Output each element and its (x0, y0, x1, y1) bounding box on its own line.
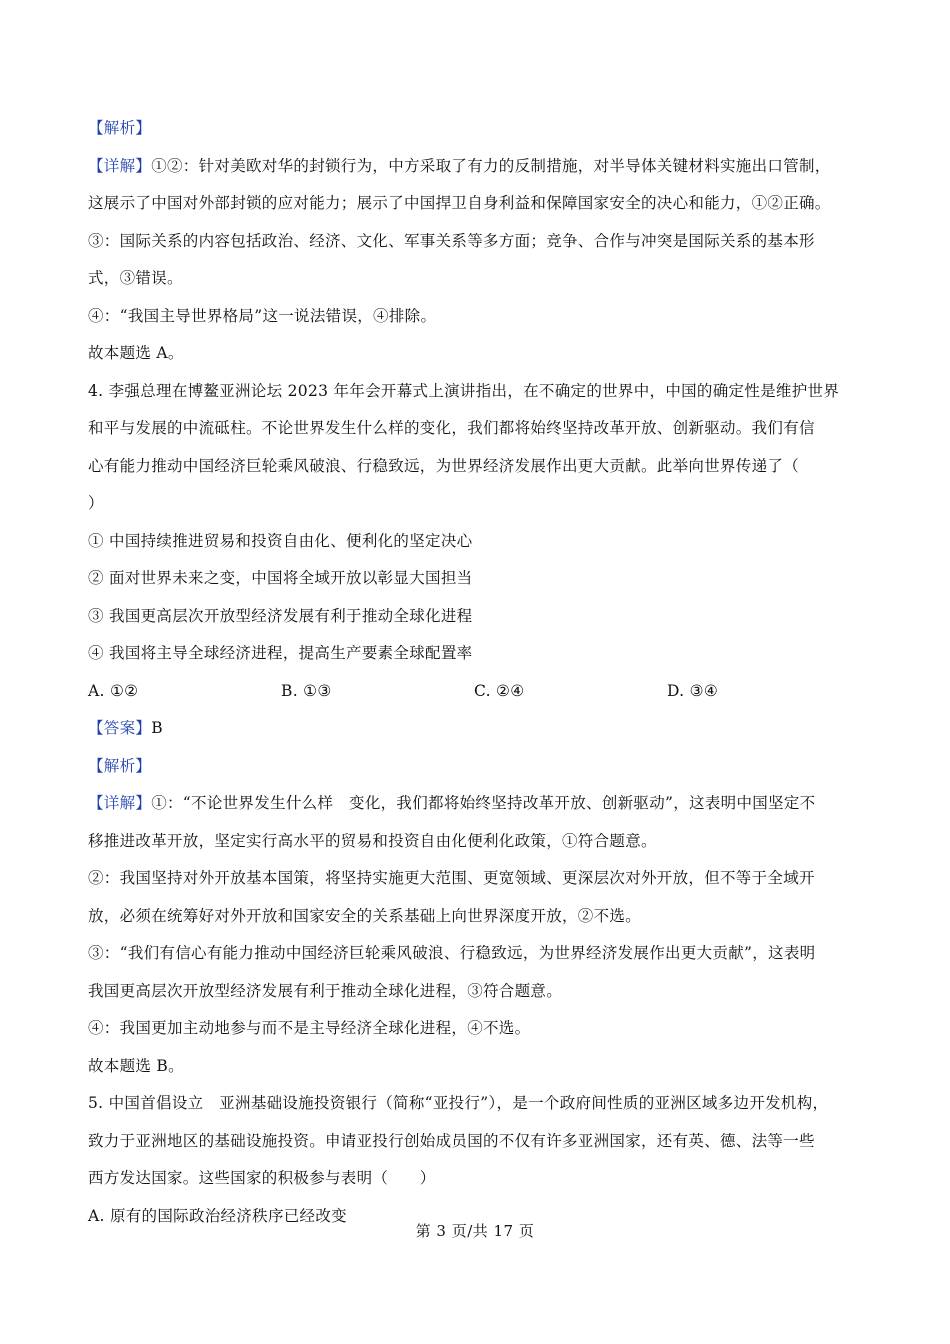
q4-detail-1a: ①：“不论世界发生什么样 变化，我们都将始终坚持改革开放、创新驱动”，这表明中国坚定不 (151, 794, 816, 812)
q4-detail-3a: ③：“我们有信心有能力推动中国经济巨轮乘风破浪、行稳致远，为世界经济发展作出更大贡献”，这表明 (88, 944, 816, 962)
q4-option-a: A. ①② (88, 681, 139, 700)
q4-options (88, 673, 888, 711)
q4-stem-line1: 4. 李强总理在博鳌亚洲论坛 2023 年年会开幕式上演讲指出，在不确定的世界中，中国的确定性是维护世界 (88, 381, 840, 400)
q4-statement-3: ③ 我国更高层次开放型经济发展有利于推动全球化进程 (88, 606, 473, 625)
q4-detail-2a: ②：我国坚持对外开放基本国策，将坚持实施更大范围、更宽领域、更深层次对外开放，但不等于全域开 (88, 869, 815, 887)
q4-stem-line4: ） (88, 494, 104, 512)
q4-detail-3b: 我国更高层次开放型经济发展有利于推动全球化进程，③符合题意。 (88, 981, 563, 1000)
q4-answer-line (88, 710, 888, 748)
q4-detail-tag: 【详解】 (88, 794, 152, 812)
q4-answer-tag: 【答案】 (88, 719, 152, 737)
q5-stem-line1: 5. 中国首倡设立 亚洲基础设施投资银行（简称“亚投行”），是一个政府间性质的亚洲区域多边开发机构， (88, 1094, 829, 1112)
q4-stem-line3: 心有能力推动中国经济巨轮乘风破浪、行稳致远，为世界经济发展作出更大贡献。此举向世界传递了（ (88, 456, 800, 475)
q4-detail-1b: 移推进改革开放，坚定实行高水平的贸易和投资自由化便利化政策，①符合题意。 (88, 831, 657, 850)
q3-detail-text: ①②：针对美欧对华的封锁行为，中方采取了有力的反制措施，对半导体关键材料实施出口管制， (151, 156, 831, 175)
q4-statement-1: ① 中国持续推进贸易和投资自由化、便利化的坚定决心 (88, 531, 473, 550)
q5-stem-line2: 致力于亚洲地区的基础设施投资。申请亚投行创始成员国的不仅有许多亚洲国家，还有英、德、法等一些 (88, 1131, 815, 1150)
q4-statement-2: ② 面对世界未来之变，中国将全域开放以彰显大国担当 (88, 569, 473, 587)
q4-stem-line2: 和平与发展的中流砥柱。不论世界发生什么样的变化，我们都将始终坚持改革开放、创新驱动。我们有信 (88, 419, 815, 437)
page-footer: 第 3 页/共 17 页 (415, 1222, 535, 1240)
q3-detail-tag: 【详解】 (88, 156, 152, 175)
q4-detail-4: ④：我国更加主动地参与而不是主导经济全球化进程，④不选。 (88, 1019, 531, 1037)
q5-option-a: A. 原有的国际政治经济秩序已经改变 (88, 1206, 347, 1225)
q5-stem-line3: 西方发达国家。这些国家的积极参与表明（ ） (88, 1169, 436, 1187)
q3-point4: ④：“我国主导世界格局”这一说法错误，④排除。 (88, 306, 437, 325)
q3-point3-line1: ③：国际关系的内容包括政治、经济、文化、军事关系等多方面；竞争、合作与冲突是国际关系的基本形 (88, 231, 815, 250)
q3-conclusion: 故本题选 A。 (88, 344, 184, 362)
q4-statement-4: ④ 我国将主导全球经济进程，提高生产要素全球配置率 (88, 644, 473, 662)
q4-detail-line (88, 785, 888, 823)
q4-option-c: C. ②④ (474, 681, 525, 700)
q3-detail-line (88, 148, 888, 186)
q3-analysis-tag: 【解析】 (88, 119, 152, 137)
q4-detail-2b: 放，必须在统筹好对外开放和国家安全的关系基础上向世界深度开放，②不选。 (88, 906, 642, 925)
q4-option-d: D. ③④ (667, 681, 719, 700)
page-content (88, 110, 888, 1235)
q3-detail-continued: 这展示了中国对外部封锁的应对能力；展示了中国捍卫自身利益和保障国家安全的决心和能力，①②正确。 (88, 194, 831, 212)
q4-analysis-tag: 【解析】 (88, 756, 152, 775)
q3-point3-line2: 式，③错误。 (88, 269, 183, 287)
q4-conclusion: 故本题选 B。 (88, 1056, 184, 1075)
q4-answer: B (151, 719, 163, 737)
q4-option-b: B. ①③ (281, 681, 332, 700)
